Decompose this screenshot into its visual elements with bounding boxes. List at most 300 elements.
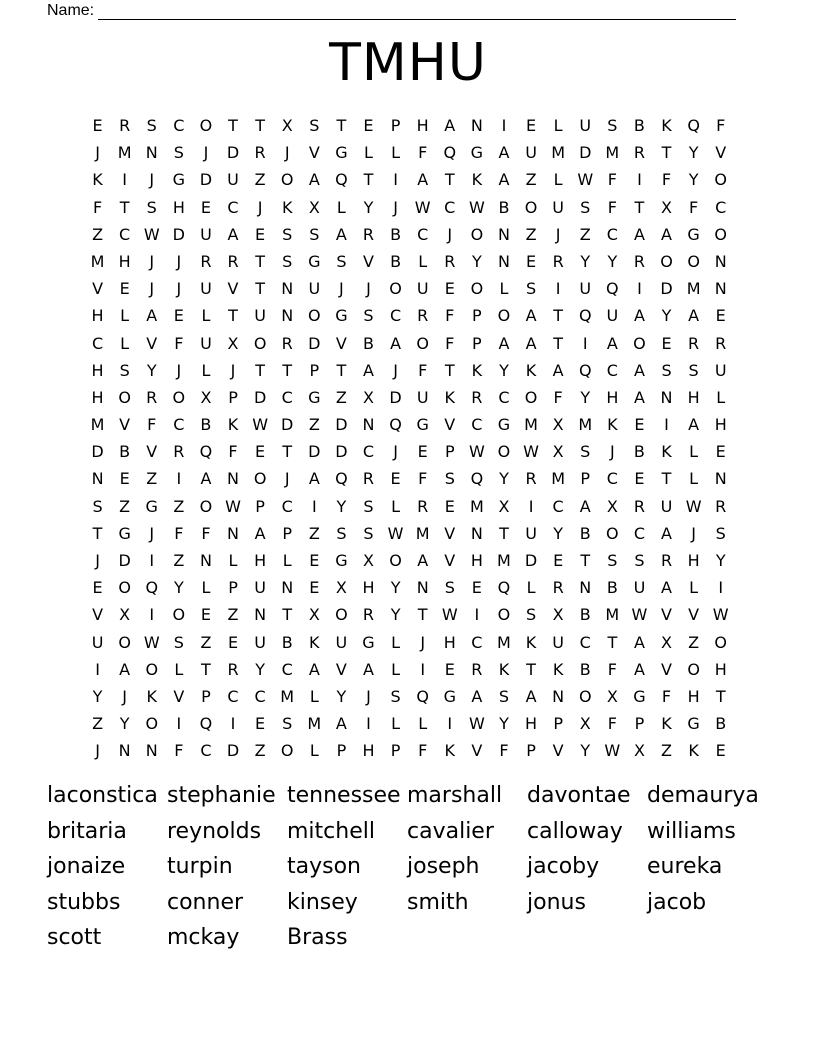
grid-letter: E <box>471 578 482 598</box>
word-list-item: williams <box>647 818 736 844</box>
grid-letter: S <box>146 116 157 135</box>
grid-letter: W <box>387 523 404 543</box>
grid-letter: J <box>393 360 398 380</box>
grid-letter: K <box>661 714 672 734</box>
grid-letter: Y <box>119 714 130 734</box>
grid-letter: B <box>281 632 293 652</box>
grid-letter: A <box>390 333 402 353</box>
grid-letter: Z <box>525 170 537 190</box>
grid-row <box>84 330 736 357</box>
grid-letter: V <box>444 523 456 543</box>
grid-letter: J <box>95 143 100 163</box>
grid-letter: C <box>91 333 104 353</box>
grid-letter: T <box>255 360 265 380</box>
grid-letter: Y <box>715 551 726 570</box>
grid-letter: X <box>552 442 564 462</box>
grid-letter: C <box>471 632 483 652</box>
grid-letter: A <box>633 306 645 326</box>
grid-letter: F <box>553 387 563 407</box>
grid-letter: B <box>633 116 645 135</box>
grid-letter: W <box>252 415 269 435</box>
grid-letter: Z <box>200 632 212 652</box>
grid-letter: P <box>228 387 238 407</box>
grid-letter: O <box>172 387 186 407</box>
grid-letter: I <box>718 578 724 598</box>
grid-row <box>84 574 736 601</box>
grid-letter: W <box>468 714 485 734</box>
grid-letter: R <box>362 605 375 625</box>
grid-letter: U <box>308 279 321 299</box>
grid-letter: A <box>254 523 266 543</box>
grid-letter: M <box>90 251 105 271</box>
grid-letter: J <box>284 469 290 489</box>
grid-letter: M <box>117 143 132 163</box>
grid-letter: J <box>176 251 182 271</box>
grid-letter: J <box>149 170 155 190</box>
grid-letter: P <box>472 333 482 353</box>
grid-letter: P <box>336 741 347 761</box>
grid-letter: I <box>176 469 182 489</box>
grid-letter: L <box>418 251 428 271</box>
grid-letter: E <box>525 116 537 135</box>
grid-letter: A <box>227 224 239 244</box>
grid-letter: H <box>714 415 727 435</box>
grid-letter: U <box>633 578 646 598</box>
grid-letter: S <box>688 360 699 380</box>
grid-letter: R <box>715 333 727 353</box>
grid-letter: S <box>173 632 184 652</box>
grid-letter: O <box>389 279 402 299</box>
grid-letter: W <box>414 197 431 217</box>
grid-letter: M <box>469 496 484 516</box>
grid-letter: N <box>416 578 429 598</box>
grid-letter: G <box>335 551 348 570</box>
grid-letter: H <box>362 578 375 598</box>
grid-letter: A <box>200 469 212 489</box>
grid-letter: T <box>553 333 564 353</box>
grid-letter: R <box>417 306 429 326</box>
grid-letter: D <box>335 415 348 435</box>
grid-letter: V <box>471 741 483 761</box>
grid-letter: Q <box>145 578 159 598</box>
grid-letter: E <box>390 469 401 489</box>
grid-row <box>84 194 736 221</box>
grid-letter: N <box>497 224 510 244</box>
word-list-item: jonaize <box>47 854 126 879</box>
grid-letter: R <box>417 496 429 516</box>
grid-letter: A <box>633 632 645 652</box>
grid-letter: E <box>119 469 130 489</box>
grid-letter: V <box>661 605 672 625</box>
grid-letter: R <box>660 551 673 570</box>
grid-letter: I <box>582 333 588 353</box>
grid-letter: I <box>420 659 426 679</box>
grid-letter: R <box>281 333 293 353</box>
grid-letter: B <box>362 333 374 353</box>
grid-letter: I <box>528 496 534 516</box>
grid-letter: F <box>607 659 617 679</box>
grid-letter: B <box>579 523 591 543</box>
grid-letter: U <box>254 578 266 598</box>
grid-letter: A <box>525 686 537 706</box>
grid-letter: D <box>281 415 294 435</box>
grid-letter: X <box>200 387 212 407</box>
grid-letter: R <box>146 387 158 407</box>
grid-letter: N <box>497 251 510 271</box>
grid-letter: L <box>120 333 130 353</box>
grid-letter: V <box>335 333 347 353</box>
grid-letter: S <box>580 442 591 462</box>
grid-letter: C <box>606 224 618 244</box>
grid-letter: L <box>553 116 563 135</box>
grid-letter: M <box>551 143 566 163</box>
grid-letter: N <box>470 523 483 543</box>
word-list-item: tennessee <box>287 783 401 808</box>
grid-letter: I <box>95 659 100 679</box>
grid-letter: I <box>664 415 669 435</box>
grid-letter: J <box>366 279 371 299</box>
grid-letter: Q <box>199 442 213 462</box>
grid-row <box>84 139 736 166</box>
word-list-item: jacob <box>647 889 707 915</box>
grid-letter: Y <box>688 143 699 163</box>
grid-letter: B <box>606 578 618 598</box>
grid-letter: L <box>174 659 184 679</box>
grid-letter: Q <box>578 360 592 380</box>
grid-letter: P <box>580 469 591 489</box>
grid-letter: R <box>633 496 645 516</box>
grid-letter: S <box>146 197 157 217</box>
grid-letter: S <box>363 306 374 326</box>
grid-letter: A <box>633 659 645 679</box>
grid-letter: W <box>631 605 648 625</box>
grid-letter: S <box>525 605 537 625</box>
grid-letter: A <box>633 224 645 244</box>
grid-letter: X <box>661 197 672 217</box>
word-list-item: laconstica <box>47 783 158 808</box>
grid-letter: O <box>470 279 484 299</box>
grid-letter: H <box>254 551 267 570</box>
grid-letter: T <box>336 360 347 380</box>
grid-letter: V <box>308 143 320 163</box>
word-list-item: mckay <box>167 925 240 950</box>
grid-letter: O <box>335 605 348 625</box>
word-list-item: stephanie <box>167 783 276 808</box>
grid-letter: I <box>474 605 480 625</box>
grid-letter: K <box>471 360 483 380</box>
grid-letter: C <box>715 197 727 217</box>
grid-letter: F <box>418 469 428 489</box>
grid-letter: H <box>362 741 375 761</box>
grid-letter: C <box>227 197 239 217</box>
grid-letter: T <box>119 197 130 217</box>
grid-letter: R <box>173 442 185 462</box>
grid-letter: P <box>282 523 293 543</box>
word-list-item: marshall <box>407 783 503 808</box>
grid-letter: Z <box>688 632 700 652</box>
name-line <box>98 5 736 20</box>
grid-letter: X <box>633 741 645 761</box>
grid-letter: E <box>417 442 428 462</box>
grid-letter: K <box>525 360 537 380</box>
grid-letter: T <box>444 360 455 380</box>
grid-letter: L <box>201 360 211 380</box>
grid-letter: E <box>363 116 374 135</box>
grid-letter: R <box>254 143 266 163</box>
grid-letter: V <box>146 333 158 353</box>
grid-letter: Y <box>661 306 672 326</box>
grid-letter: L <box>526 578 536 598</box>
grid-letter: N <box>281 306 294 326</box>
grid-letter: J <box>284 143 290 163</box>
grid-letter: J <box>230 360 236 380</box>
grid-letter: X <box>363 551 374 570</box>
grid-letter: H <box>606 387 619 407</box>
grid-letter: O <box>578 686 592 706</box>
grid-letter: U <box>660 496 673 516</box>
grid-letter: Q <box>470 469 484 489</box>
grid-letter: B <box>579 605 591 625</box>
grid-letter: N <box>227 469 239 489</box>
grid-letter: A <box>606 333 618 353</box>
grid-row <box>84 493 736 520</box>
grid-letter: N <box>145 741 158 761</box>
grid-letter: A <box>417 551 429 570</box>
grid-letter: N <box>579 578 592 598</box>
grid-letter: L <box>309 686 319 706</box>
grid-letter: V <box>688 605 700 625</box>
grid-letter: Y <box>499 469 509 489</box>
grid-letter: S <box>607 116 618 135</box>
grid-letter: E <box>444 279 455 299</box>
grid-letter: Y <box>580 741 591 761</box>
grid-letter: X <box>119 605 131 625</box>
grid-letter: C <box>606 360 618 380</box>
grid-letter: G <box>687 714 700 734</box>
grid-letter: O <box>118 632 131 652</box>
grid-letter: A <box>119 659 131 679</box>
grid-letter: V <box>227 279 239 299</box>
grid-letter: L <box>689 469 699 489</box>
grid-letter: F <box>418 143 428 163</box>
grid-letter: C <box>552 496 564 516</box>
grid-letter: R <box>362 224 375 244</box>
grid-letter: O <box>714 632 727 652</box>
grid-letter: L <box>391 714 401 734</box>
grid-letter: I <box>637 279 642 299</box>
grid-letter: S <box>282 224 293 244</box>
grid-letter: S <box>444 469 455 489</box>
grid-letter: S <box>119 360 130 380</box>
grid-letter: Z <box>661 741 672 761</box>
grid-letter: T <box>607 632 618 652</box>
grid-letter: F <box>607 714 617 734</box>
grid-letter: T <box>444 170 455 190</box>
grid-letter: Q <box>578 306 592 326</box>
grid-letter: O <box>172 605 186 625</box>
grid-letter: B <box>390 224 402 244</box>
grid-letter: E <box>309 578 320 598</box>
grid-letter: Q <box>443 143 457 163</box>
grid-letter: N <box>199 551 212 570</box>
grid-letter: F <box>499 741 509 761</box>
grid-letter: L <box>391 632 401 652</box>
grid-letter: D <box>660 279 673 299</box>
grid-letter: G <box>497 415 511 435</box>
grid-letter: Y <box>336 686 347 706</box>
grid-letter: X <box>606 496 618 516</box>
word-list-item: cavalier <box>407 818 494 844</box>
grid-letter: U <box>416 279 429 299</box>
grid-letter: P <box>553 714 563 734</box>
grid-letter: O <box>497 442 511 462</box>
grid-letter: E <box>715 306 726 326</box>
grid-letter: K <box>444 741 456 761</box>
grid-letter: S <box>607 551 618 570</box>
grid-letter: H <box>118 251 131 271</box>
grid-letter: I <box>311 496 317 516</box>
grid-row <box>84 166 736 193</box>
grid-letter: U <box>254 632 266 652</box>
grid-letter: G <box>118 523 131 543</box>
grid-letter: N <box>281 279 294 299</box>
grid-letter: G <box>335 143 348 163</box>
grid-letter: N <box>91 469 104 489</box>
grid-letter: F <box>228 442 238 462</box>
grid-row <box>84 656 736 683</box>
grid-letter: N <box>660 387 673 407</box>
grid-letter: Q <box>335 170 348 190</box>
grid-letter: U <box>200 333 212 353</box>
grid-letter: H <box>91 387 104 407</box>
grid-letter: Q <box>497 578 511 598</box>
grid-letter: A <box>688 306 700 326</box>
grid-letter: F <box>174 333 184 353</box>
grid-letter: B <box>579 659 591 679</box>
grid-row <box>84 710 736 737</box>
grid-letter: V <box>146 442 158 462</box>
grid-letter: L <box>391 143 401 163</box>
grid-letter: J <box>122 686 127 706</box>
grid-row <box>84 384 736 411</box>
grid-letter: J <box>176 279 182 299</box>
grid-letter: U <box>579 279 592 299</box>
grid-letter: N <box>254 605 267 625</box>
grid-letter: S <box>282 251 293 271</box>
grid-letter: W <box>441 605 458 625</box>
grid-letter: T <box>580 551 591 570</box>
grid-letter: O <box>524 387 538 407</box>
grid-letter: W <box>468 442 485 462</box>
grid-letter: M <box>497 551 511 570</box>
grid-letter: H <box>443 632 456 652</box>
grid-letter: L <box>689 578 699 598</box>
grid-letter: S <box>92 496 103 516</box>
grid-letter: R <box>200 251 212 271</box>
grid-letter: O <box>253 333 267 353</box>
grid-letter: F <box>174 741 184 761</box>
grid-letter: J <box>420 632 426 652</box>
grid-letter: A <box>444 116 456 135</box>
grid-letter: I <box>149 605 155 625</box>
grid-letter: B <box>119 442 131 462</box>
grid-letter: J <box>555 224 561 244</box>
grid-row <box>84 737 736 764</box>
grid-letter: Q <box>687 116 700 135</box>
grid-letter: E <box>255 442 266 462</box>
grid-letter: Z <box>525 224 537 244</box>
grid-letter: T <box>336 116 347 135</box>
grid-letter: J <box>609 442 615 462</box>
grid-letter: K <box>444 387 456 407</box>
grid-row <box>84 601 736 628</box>
word-list-item: kinsey <box>287 889 358 915</box>
grid-letter: B <box>390 251 402 271</box>
grid-letter: E <box>119 279 130 299</box>
grid-letter: R <box>471 387 483 407</box>
grid-letter: S <box>282 714 293 734</box>
grid-letter: J <box>447 224 453 244</box>
grid-letter: A <box>363 360 374 380</box>
grid-letter: Y <box>499 714 509 734</box>
grid-letter: J <box>149 523 155 543</box>
grid-letter: D <box>226 143 240 163</box>
grid-letter: P <box>309 360 320 380</box>
grid-letter: F <box>661 170 672 190</box>
grid-letter: S <box>363 523 374 543</box>
grid-letter: Q <box>335 469 348 489</box>
grid-letter: E <box>309 551 320 570</box>
grid-letter: Q <box>389 415 402 435</box>
grid-letter: Y <box>255 659 265 679</box>
grid-letter: A <box>525 333 537 353</box>
grid-letter: B <box>633 442 645 462</box>
grid-letter: H <box>470 551 483 570</box>
grid-letter: W <box>604 741 621 761</box>
name-label: Name: <box>47 2 95 19</box>
word-list-item: jacoby <box>527 854 600 879</box>
grid-letter: V <box>173 686 185 706</box>
grid-letter: P <box>526 741 536 761</box>
grid-letter: P <box>390 116 401 135</box>
grid-letter: Y <box>336 496 347 516</box>
grid-letter: X <box>661 632 672 652</box>
grid-letter: A <box>525 306 537 326</box>
grid-letter: Y <box>688 170 699 190</box>
grid-letter: M <box>90 415 105 435</box>
grid-letter: O <box>687 251 700 271</box>
grid-letter: Z <box>308 415 320 435</box>
word-list-item: turpin <box>167 854 233 879</box>
grid-row <box>84 411 736 438</box>
grid-row <box>84 357 736 384</box>
grid-letter: E <box>200 197 211 217</box>
grid-row <box>84 683 736 710</box>
grid-letter: O <box>145 714 159 734</box>
grid-letter: C <box>281 387 293 407</box>
grid-letter: N <box>145 143 158 163</box>
word-list-item: tayson <box>287 854 361 879</box>
grid-letter: F <box>92 197 103 217</box>
grid-letter: O <box>253 469 267 489</box>
grid-letter: Y <box>363 197 374 217</box>
grid-letter: A <box>417 170 429 190</box>
grid-letter: K <box>498 659 510 679</box>
grid-letter: M <box>524 415 538 435</box>
grid-letter: O <box>118 578 131 598</box>
grid-letter: E <box>715 741 726 761</box>
grid-letter: Z <box>579 224 591 244</box>
